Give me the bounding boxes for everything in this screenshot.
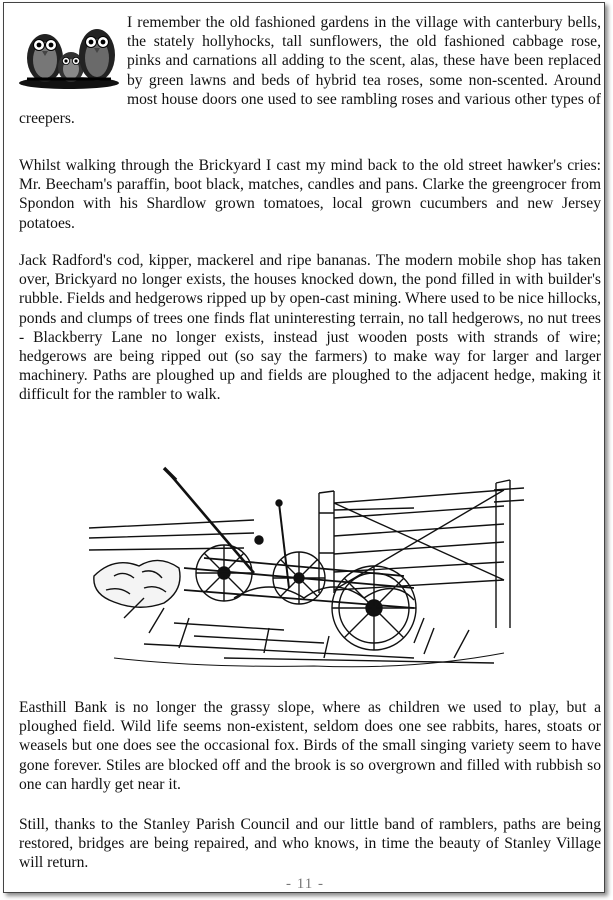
paragraph-hawkers: Whilst walking through the Brickyard I cast my mind back to the old street hawker's cries: Mr. Beecham's paraffin, boot black, matches, candles and pans. Clarke the greengrocer from Spondon with his Shardlow grown tomatoes, local grown cucumbers and new Jersey potatoes. xyxy=(19,157,601,232)
paragraph-easthill-bank: Easthill Bank is no longer the grassy slope, where as children we used to play, but a ploughed field. Wild life seems non-existent, seldom does one see rabbits, hares, stoats or weasels but one does see the occasional fox. Birds of the small singing variety seem to have gone forever. Stiles are blocked off and the brook is so overgrown and filled with rubbish so one can hardly get near it. xyxy=(19,699,601,793)
owls-icon xyxy=(15,13,123,91)
page-number: - 11 - xyxy=(286,876,324,892)
paragraph-gardens-text: I remember the old fashioned gardens in the village with canterbury bells, the stately hollyhocks, tall sunflowers, the old fashioned cabbage rose, pinks and carnations all adding to the scent, alas, these have been replaced by green lawns and beds of hybrid tea roses, some non-scented. Around most house doors one used to see rambling roses and various other types of creepers. xyxy=(19,14,601,128)
document-page xyxy=(3,2,605,893)
paragraph-gardens xyxy=(19,13,601,128)
paragraph-brickyard: Jack Radford's cod, kipper, mackerel and ripe bananas. The modern mobile shop has taken over, Brickyard no longer exists, the houses knocked down, the pond filled in with builder's rubble. Fields and hedgerows ripped up by open-cast mining. Where used to be nice hillocks, ponds and clumps of trees one finds flat uninteresting terrain, no tall hedgerows, no nut trees - Blackberry Lane no longer exists, instead just wooden posts with strands of wire; hedgerows are being ripped out (so say the farmers) to make way for larger and larger machinery. Paths are ploughed up and fields are ploughed to the adjacent hedge, making it difficult for the rambler to walk. xyxy=(19,252,601,404)
paragraph-conclusion: Still, thanks to the Stanley Parish Council and our little band of ramblers, paths are being restored, bridges are being repaired, and who knows, in time the beauty of Stanley Village will return. xyxy=(19,816,601,872)
farm-gate-machinery-illustration xyxy=(84,458,534,683)
